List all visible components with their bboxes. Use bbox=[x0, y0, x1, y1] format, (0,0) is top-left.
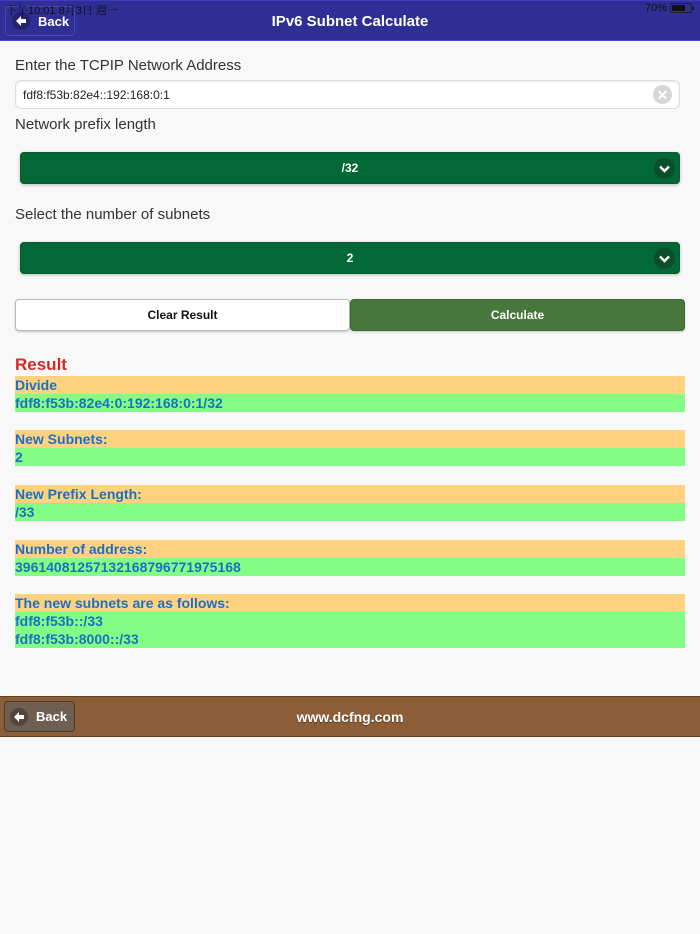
chevron-down-icon bbox=[654, 158, 675, 179]
result-subnet-list bbox=[15, 594, 685, 648]
result-heading: New Subnets: bbox=[15, 430, 685, 448]
result-address-count bbox=[15, 540, 685, 576]
prefix-label: Network prefix length bbox=[15, 116, 156, 133]
address-input[interactable] bbox=[16, 81, 636, 108]
subnets-select[interactable] bbox=[20, 242, 680, 274]
result-new-prefix bbox=[15, 485, 685, 521]
header-back-label: Back bbox=[38, 13, 70, 29]
calculate-button[interactable]: Calculate bbox=[350, 299, 685, 331]
subnet-list-item: fdf8:f53b::/33 bbox=[15, 612, 685, 630]
subnets-selected-value: 2 bbox=[346, 251, 354, 265]
footer-bar bbox=[0, 696, 700, 737]
address-field-wrapper bbox=[15, 80, 680, 109]
battery-icon bbox=[670, 3, 692, 13]
result-value: 2 bbox=[15, 448, 685, 466]
result-title: Result bbox=[15, 355, 67, 374]
footer-back-label: Back bbox=[36, 709, 68, 724]
chevron-down-icon bbox=[654, 248, 675, 269]
result-value: fdf8:f53b:82e4:0:192:168:0:1/32 bbox=[15, 394, 685, 412]
prefix-select[interactable] bbox=[20, 152, 680, 184]
clear-result-button[interactable]: Clear Result bbox=[15, 299, 350, 331]
result-value: /33 bbox=[15, 503, 685, 521]
subnet-list-item: fdf8:f53b:8000::/33 bbox=[15, 630, 685, 648]
result-value: 39614081257132168796771975168 bbox=[15, 558, 685, 576]
address-label: Enter the TCPIP Network Address bbox=[15, 57, 242, 74]
status-time: 下午10:01 8月3日 週一 bbox=[6, 5, 118, 17]
page-title: IPv6 Subnet Calculate bbox=[271, 13, 429, 30]
subnets-label: Select the number of subnets bbox=[15, 206, 211, 223]
battery-percent: 70% bbox=[644, 2, 667, 14]
action-buttons bbox=[15, 299, 685, 331]
result-new-subnets bbox=[15, 430, 685, 466]
result-heading: Divide bbox=[15, 376, 685, 394]
clear-input-icon[interactable]: ✕ bbox=[653, 85, 672, 104]
status-battery bbox=[645, 2, 692, 14]
result-heading: Number of address: bbox=[15, 540, 685, 558]
status-bar bbox=[0, 0, 700, 16]
footer-site: www.dcfng.com bbox=[296, 709, 404, 725]
prefix-selected-value: /32 bbox=[341, 161, 359, 175]
result-heading: New Prefix Length: bbox=[15, 485, 685, 503]
result-divide bbox=[15, 376, 685, 412]
result-heading: The new subnets are as follows: bbox=[15, 594, 685, 612]
